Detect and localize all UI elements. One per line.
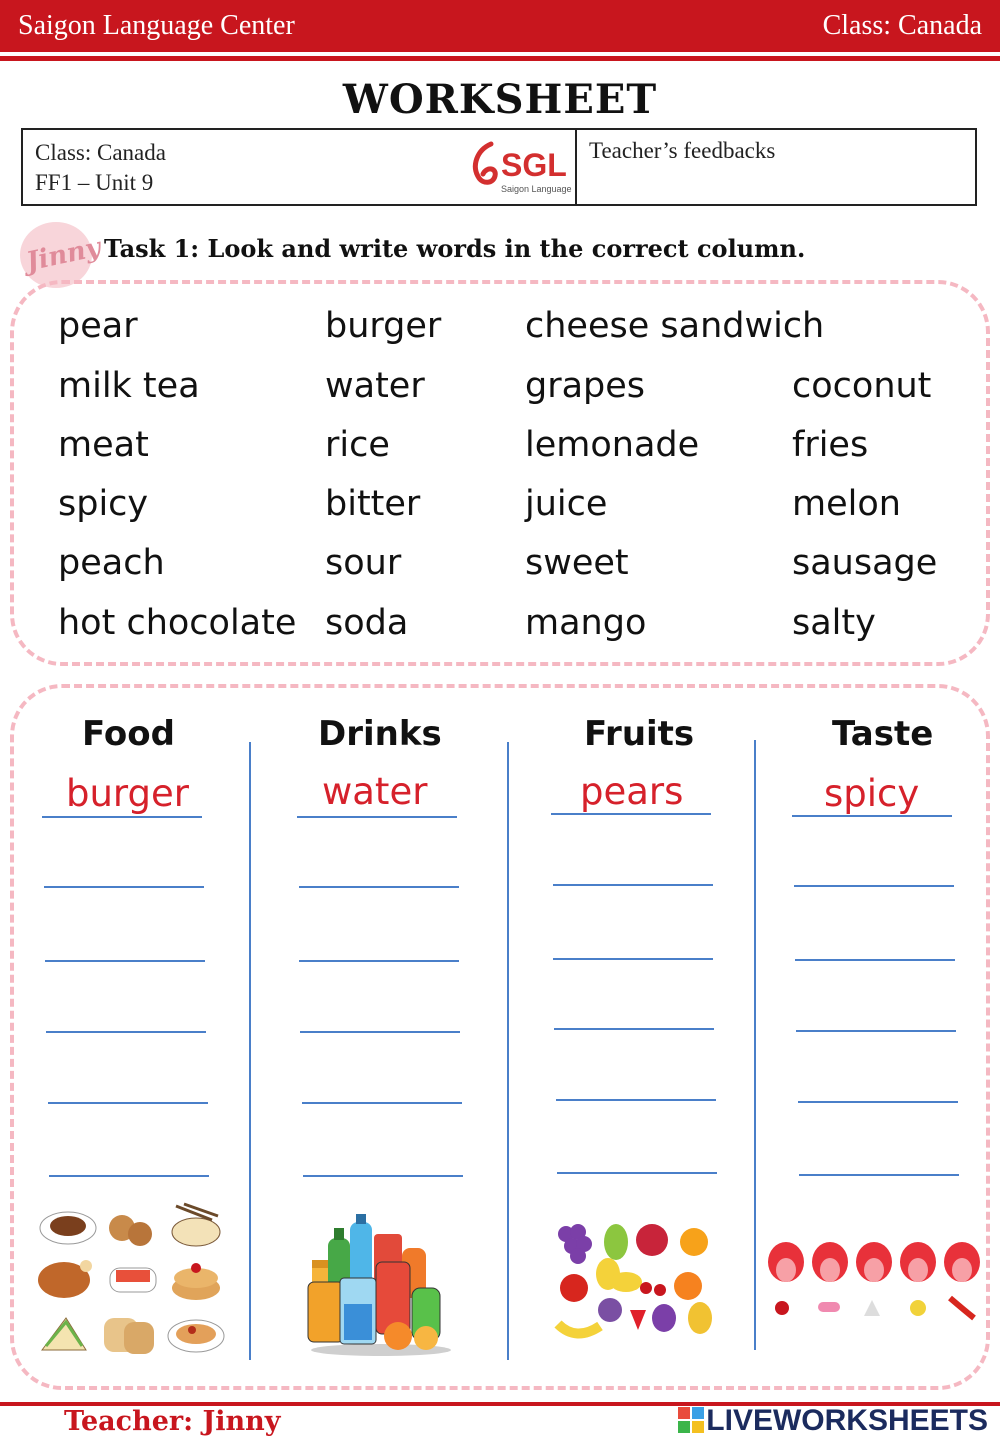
word-bank-item: lemonade bbox=[525, 425, 700, 465]
column-heading-drinks: Drinks bbox=[318, 714, 442, 754]
column-divider bbox=[507, 742, 509, 1360]
school-name: Saigon Language Center bbox=[18, 10, 295, 41]
jinny-badge bbox=[20, 222, 104, 288]
word-bank-item: salty bbox=[792, 603, 876, 643]
word-bank-item: coconut bbox=[792, 366, 932, 406]
tongue-icon bbox=[768, 1242, 804, 1282]
class-line: Class: Canada bbox=[35, 140, 166, 165]
teacher-name: Teacher: Jinny bbox=[64, 1406, 281, 1437]
word-bank-item: water bbox=[325, 366, 425, 406]
word-bank-item: sweet bbox=[525, 543, 629, 583]
answer-fruits[interactable]: pears bbox=[580, 770, 684, 813]
top-banner bbox=[0, 0, 1000, 52]
word-bank-item: sour bbox=[325, 543, 402, 583]
answer-line bbox=[551, 813, 711, 815]
fruits-picture bbox=[554, 1214, 722, 1344]
answer-line[interactable] bbox=[303, 1175, 463, 1177]
teacher-feedback-label: Teacher’s feedbacks bbox=[589, 138, 776, 163]
class-info bbox=[35, 138, 166, 198]
banner-underline bbox=[0, 56, 1000, 61]
word-bank-item: peach bbox=[58, 543, 165, 583]
word-bank-item: juice bbox=[525, 484, 608, 524]
word-bank-item: hot chocolate bbox=[58, 603, 297, 643]
answer-line[interactable] bbox=[557, 1172, 717, 1174]
column-heading-fruits: Fruits bbox=[584, 714, 695, 754]
drinks-picture bbox=[306, 1208, 456, 1358]
liveworksheets-icon bbox=[678, 1407, 704, 1433]
answer-drinks[interactable]: water bbox=[322, 770, 428, 813]
word-bank-item: bitter bbox=[325, 484, 421, 524]
answer-line bbox=[792, 815, 952, 817]
answer-line[interactable] bbox=[795, 959, 955, 961]
word-bank-item: sausage bbox=[792, 543, 938, 583]
answer-line bbox=[297, 816, 457, 818]
taste-picture bbox=[768, 1238, 980, 1324]
word-bank-item: cheese sandwich bbox=[525, 306, 825, 346]
answer-line[interactable] bbox=[44, 886, 204, 888]
column-heading-taste: Taste bbox=[832, 714, 934, 754]
answer-line[interactable] bbox=[48, 1102, 208, 1104]
word-bank-item: meat bbox=[58, 425, 149, 465]
answer-line[interactable] bbox=[553, 884, 713, 886]
column-divider bbox=[754, 740, 756, 1350]
liveworksheets-text: LIVEWORKSHEETS bbox=[706, 1404, 988, 1437]
answer-line[interactable] bbox=[794, 885, 954, 887]
class-label: Class: Canada bbox=[822, 10, 982, 41]
word-bank-item: mango bbox=[525, 603, 647, 643]
answer-line[interactable] bbox=[798, 1101, 958, 1103]
answer-line[interactable] bbox=[46, 1031, 206, 1033]
answer-line[interactable] bbox=[302, 1102, 462, 1104]
word-bank-item: milk tea bbox=[58, 366, 200, 406]
info-box bbox=[21, 128, 977, 206]
logo-subtext: Saigon Language bbox=[501, 184, 572, 194]
word-bank-item: spicy bbox=[58, 484, 149, 524]
answer-line[interactable] bbox=[299, 886, 459, 888]
sgl-logo bbox=[463, 136, 575, 200]
unit-line: FF1 – Unit 9 bbox=[35, 170, 154, 195]
column-heading-food: Food bbox=[82, 714, 175, 754]
jinny-badge-text: Jinny bbox=[23, 232, 104, 278]
logo-text: SGL bbox=[501, 147, 567, 183]
answer-line[interactable] bbox=[49, 1175, 209, 1177]
word-bank-item: fries bbox=[792, 425, 869, 465]
word-bank-item: pear bbox=[58, 306, 138, 346]
answer-line[interactable] bbox=[300, 1031, 460, 1033]
word-bank-item: rice bbox=[325, 425, 390, 465]
word-bank-item: grapes bbox=[525, 366, 646, 406]
column-divider bbox=[249, 742, 251, 1360]
answer-taste[interactable]: spicy bbox=[824, 772, 920, 815]
answer-line bbox=[42, 816, 202, 818]
liveworksheets-brand[interactable] bbox=[678, 1404, 988, 1438]
answer-line[interactable] bbox=[45, 960, 205, 962]
answer-line[interactable] bbox=[553, 958, 713, 960]
answer-line[interactable] bbox=[554, 1028, 714, 1030]
answer-line[interactable] bbox=[299, 960, 459, 962]
task-instruction: Task 1: Look and write words in the correct column. bbox=[104, 234, 806, 263]
word-bank-item: melon bbox=[792, 484, 901, 524]
word-bank-item: soda bbox=[325, 603, 409, 643]
word-bank-item: burger bbox=[325, 306, 442, 346]
page-title: WORKSHEET bbox=[342, 76, 658, 123]
food-picture bbox=[36, 1200, 228, 1360]
info-divider bbox=[575, 130, 577, 204]
answer-line[interactable] bbox=[799, 1174, 959, 1176]
answer-line[interactable] bbox=[556, 1099, 716, 1101]
task-heading bbox=[20, 222, 980, 288]
answer-line[interactable] bbox=[796, 1030, 956, 1032]
answer-food[interactable]: burger bbox=[66, 772, 189, 815]
